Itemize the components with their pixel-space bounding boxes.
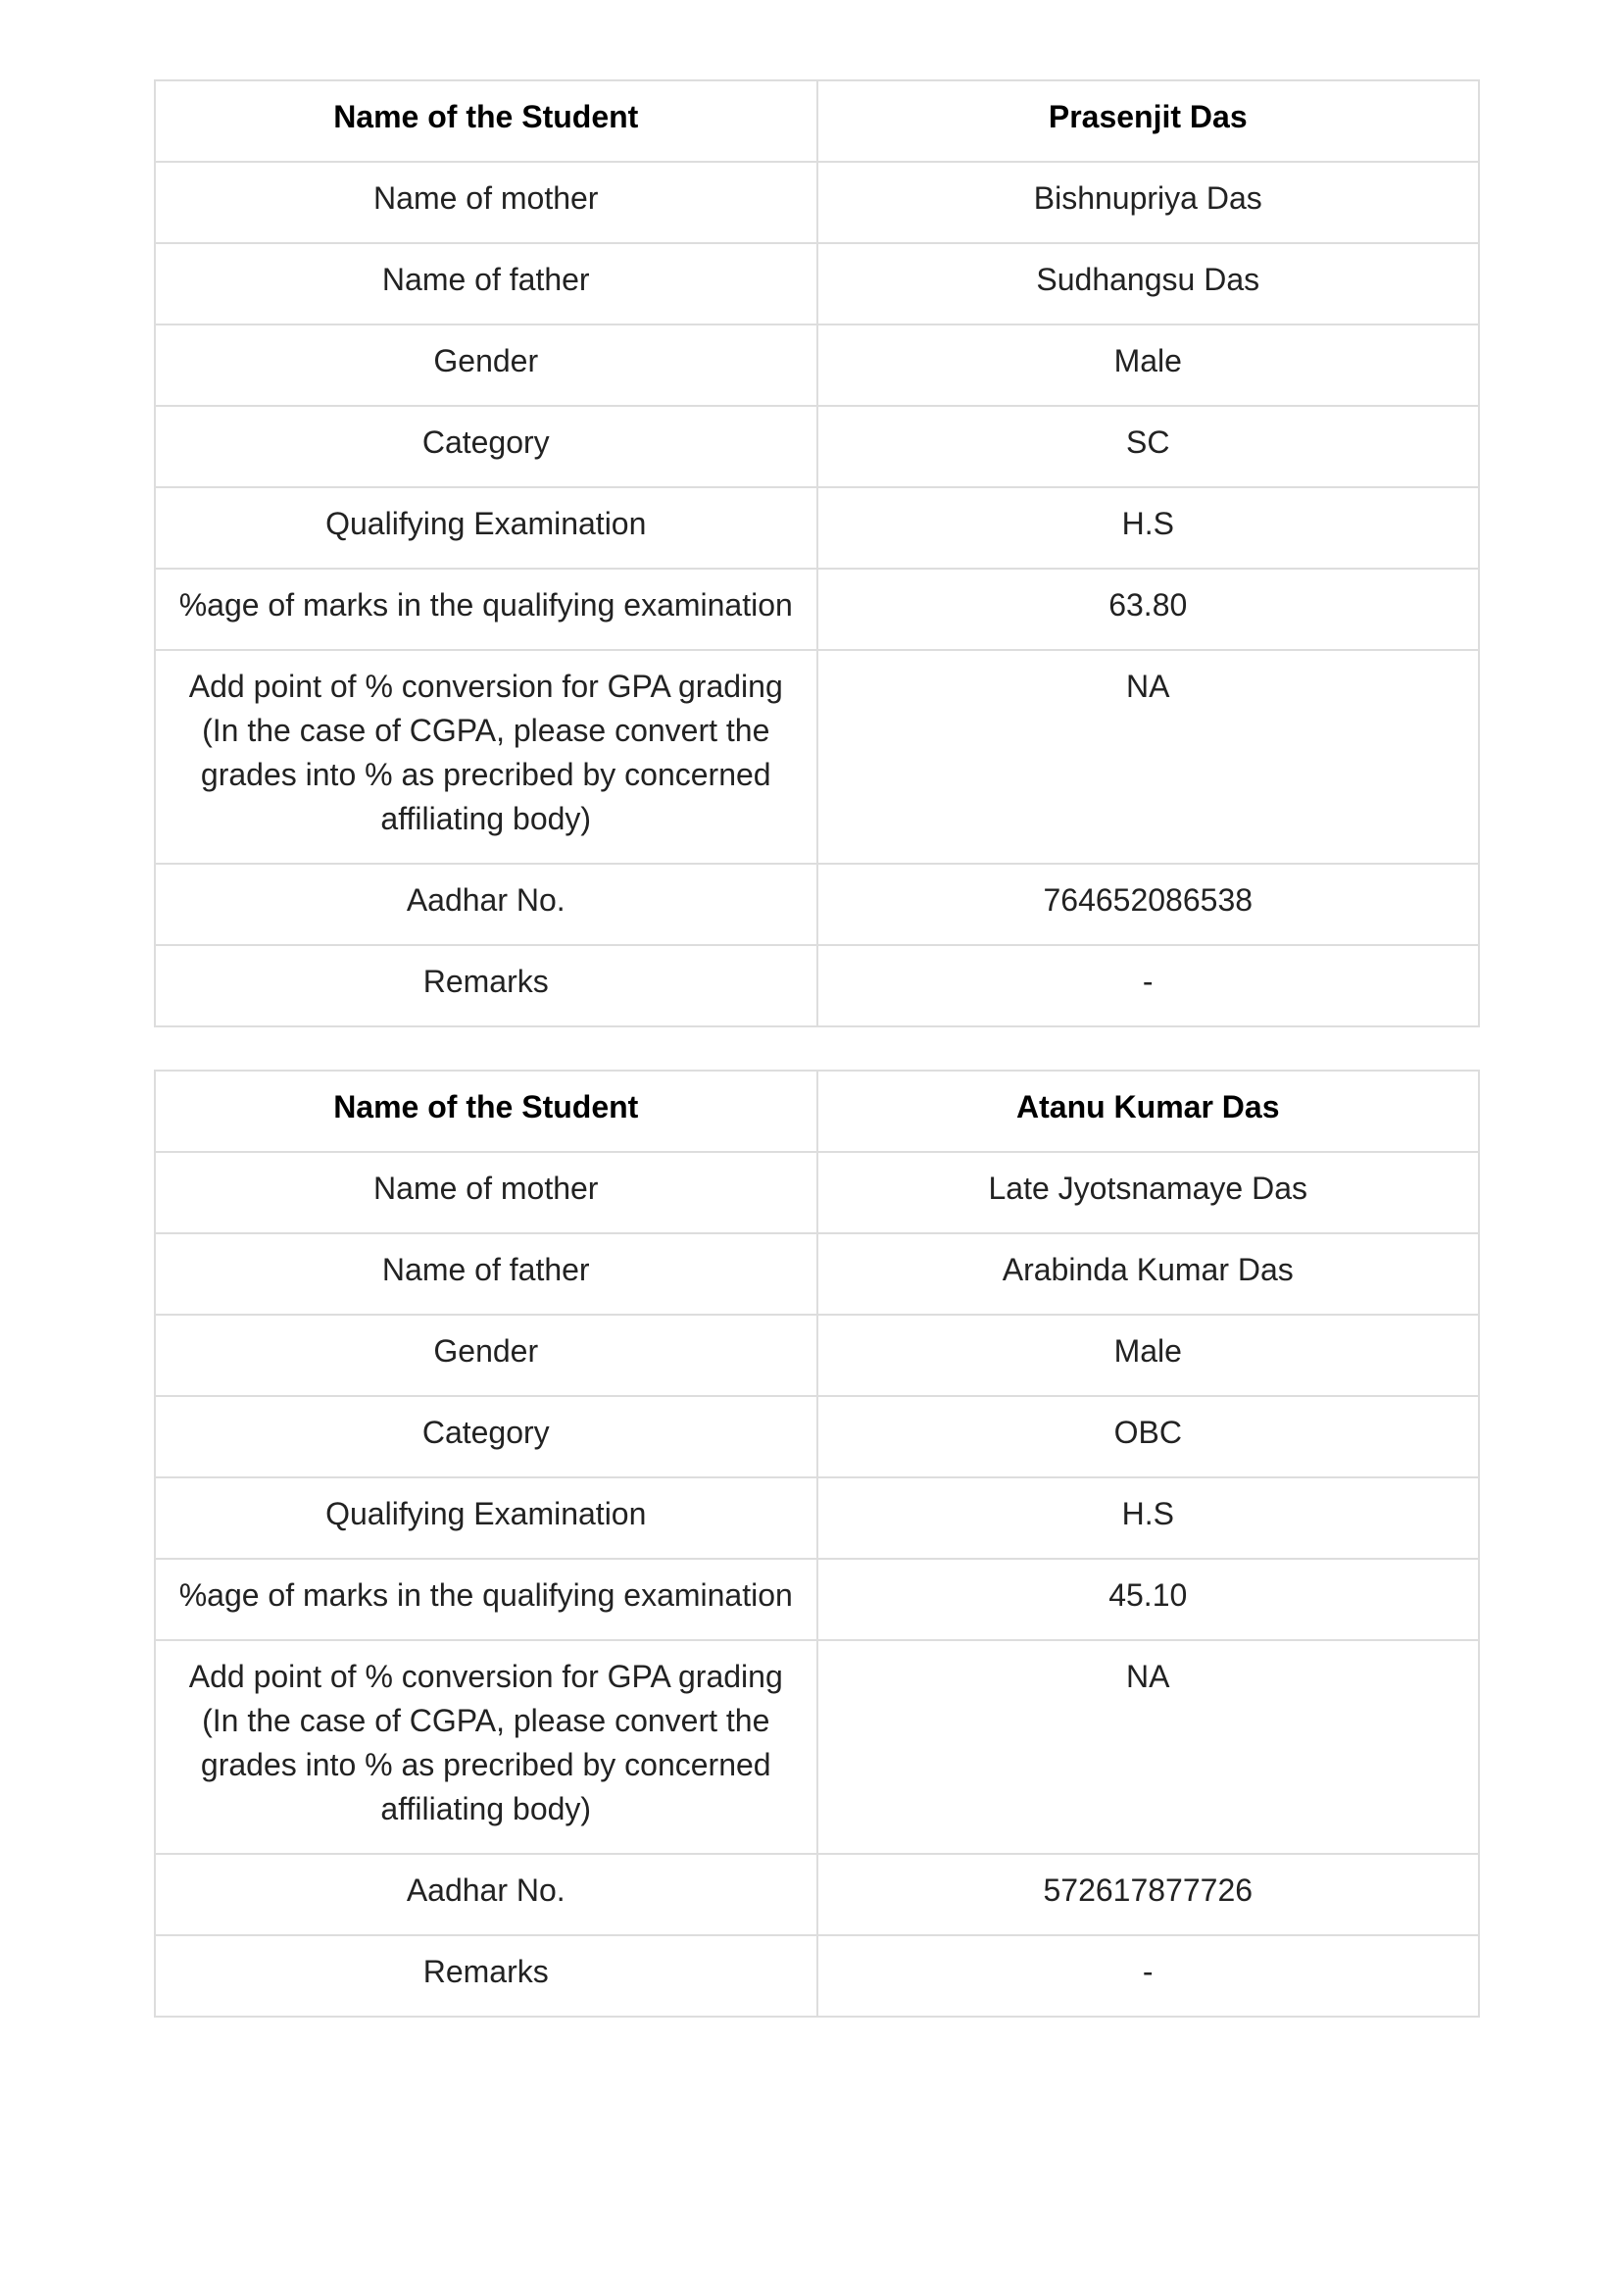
row-label: Qualifying Examination	[155, 487, 817, 569]
row-value: Bishnupriya Das	[817, 162, 1480, 243]
table-row	[155, 945, 1479, 1026]
row-value: Male	[817, 324, 1480, 406]
table-row	[155, 324, 1479, 406]
row-value: SC	[817, 406, 1480, 487]
student-name-label: Name of the Student	[155, 80, 817, 162]
student-name-value: Prasenjit Das	[817, 80, 1480, 162]
student-details-table	[154, 1070, 1480, 2018]
row-value: Arabinda Kumar Das	[817, 1233, 1480, 1315]
row-value: Late Jyotsnamaye Das	[817, 1152, 1480, 1233]
table-row	[155, 1854, 1479, 1935]
table-row	[155, 1315, 1479, 1396]
row-label: Name of father	[155, 1233, 817, 1315]
student-name-label: Name of the Student	[155, 1071, 817, 1152]
row-value: OBC	[817, 1396, 1480, 1477]
row-label: Gender	[155, 324, 817, 406]
student-details-table	[154, 79, 1480, 1027]
row-value: Sudhangsu Das	[817, 243, 1480, 324]
table-row	[155, 487, 1479, 569]
row-label: Aadhar No.	[155, 864, 817, 945]
table-row	[155, 569, 1479, 650]
row-label: %age of marks in the qualifying examination	[155, 569, 817, 650]
table-row	[155, 1233, 1479, 1315]
row-label: Name of mother	[155, 162, 817, 243]
row-label: Qualifying Examination	[155, 1477, 817, 1559]
row-value: H.S	[817, 1477, 1480, 1559]
table-row	[155, 650, 1479, 864]
row-value: 45.10	[817, 1559, 1480, 1640]
row-value: NA	[817, 650, 1480, 864]
row-label: Name of mother	[155, 1152, 817, 1233]
row-value: Male	[817, 1315, 1480, 1396]
table-row	[155, 1640, 1479, 1854]
table-row	[155, 1477, 1479, 1559]
row-label: Aadhar No.	[155, 1854, 817, 1935]
row-value: 572617877726	[817, 1854, 1480, 1935]
row-label: Name of father	[155, 243, 817, 324]
table-row	[155, 243, 1479, 324]
row-value: 764652086538	[817, 864, 1480, 945]
row-value: -	[817, 945, 1480, 1026]
table-row	[155, 1152, 1479, 1233]
table-row	[155, 1935, 1479, 2017]
row-label: Category	[155, 406, 817, 487]
table-row	[155, 864, 1479, 945]
table-row	[155, 1559, 1479, 1640]
row-label: Remarks	[155, 1935, 817, 2017]
row-label: %age of marks in the qualifying examination	[155, 1559, 817, 1640]
row-label: Remarks	[155, 945, 817, 1026]
table-row	[155, 1396, 1479, 1477]
table-header-row	[155, 80, 1479, 162]
table-header-row	[155, 1071, 1479, 1152]
row-value: -	[817, 1935, 1480, 2017]
row-label: Add point of % conversion for GPA grading (In the case of CGPA, please convert the grades into % as precribed by concerned affiliating body)	[155, 1640, 817, 1854]
table-row	[155, 162, 1479, 243]
row-label: Add point of % conversion for GPA grading (In the case of CGPA, please convert the grades into % as precribed by concerned affiliating body)	[155, 650, 817, 864]
row-value: 63.80	[817, 569, 1480, 650]
row-label: Category	[155, 1396, 817, 1477]
row-label: Gender	[155, 1315, 817, 1396]
student-name-value: Atanu Kumar Das	[817, 1071, 1480, 1152]
row-value: NA	[817, 1640, 1480, 1854]
row-value: H.S	[817, 487, 1480, 569]
table-row	[155, 406, 1479, 487]
